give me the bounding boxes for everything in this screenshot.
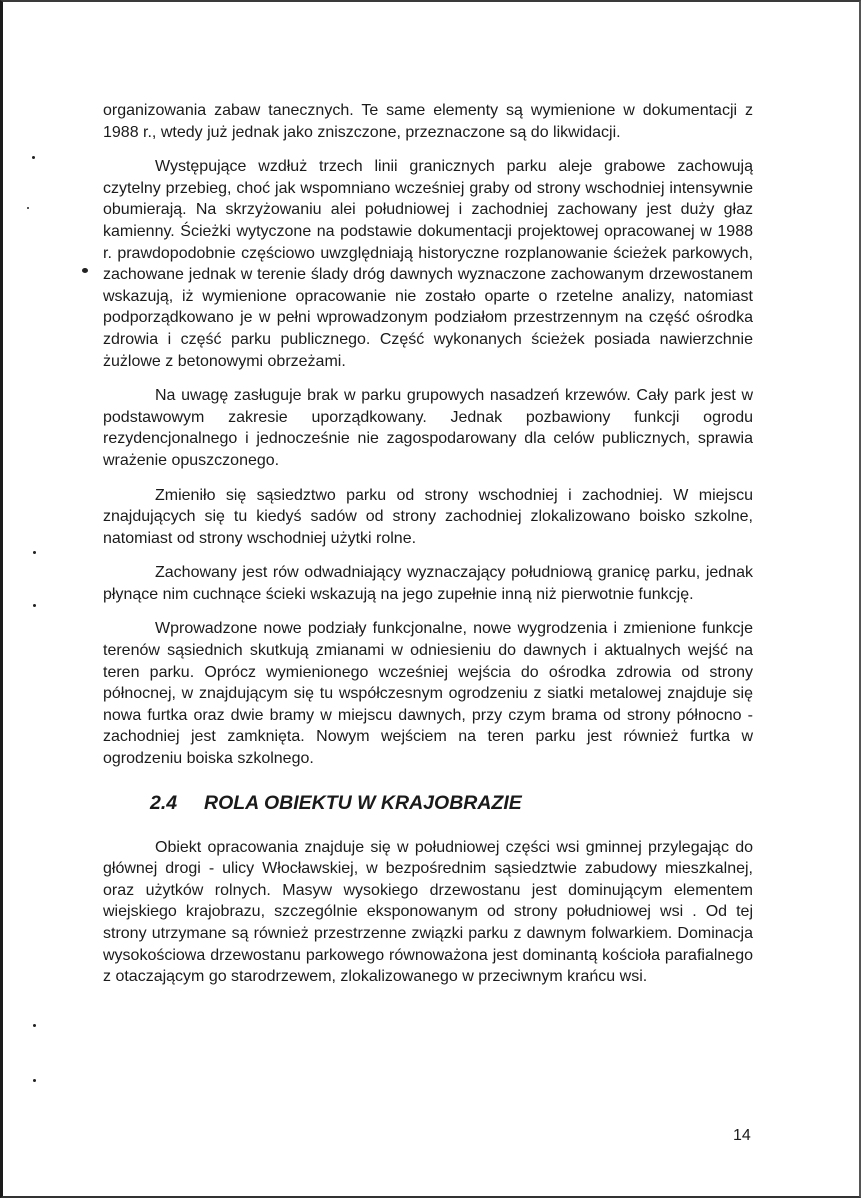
scan-mark <box>32 156 35 159</box>
paragraph: Zmieniło się sąsiedztwo parku od strony wschodniej i zachodniej. W miejscu znajdujących się tu kiedyś sadów od strony zachodniej zlokalizowano boisko szkolne, natomiast od strony wschodniej użytki rolne. <box>103 486 753 547</box>
paragraph: Występujące wzdłuż trzech linii granicznych parku aleje grabowe zachowują czytelny przebieg, choć jak wspomniano wcześniej graby od strony wschodniej intensywnie obumierają. Na skrzyżowaniu alei południowej i zachodniej zachowany jest duży głaz kamienny. Ścieżki wytyczone na podstawie dokumentacji projektowej opracowanej w 1988 r. prawdopodobnie częściowo uwzględniają historyczne rozplanowanie ścieżek parkowych, zachowane jednak w terenie ślady dróg dawnych wyznaczone zachowanym drzewostanem wskazują, iż wymienione opracowanie nie zostało oparte o rzetelne analizy, natomiast podporządkowano je w pełni wprowadzonym podziałom przestrzennym na część ośrodka zdrowia i część parku publicznego. Część wykonanych ścieżek posiada nawierzchnie żużlowe z betonowymi obrzeżami. <box>103 158 753 370</box>
section-heading <box>103 792 753 815</box>
paragraph: organizowania zabaw tanecznych. Te same elementy są wymienione w dokumentacji z 1988 r., wtedy już jednak jako zniszczone, przeznaczone są do likwidacji. <box>103 102 753 141</box>
paragraph: Wprowadzone nowe podziały funkcjonalne, nowe wygrodzenia i zmienione funkcje terenów sąsiednich skutkują zmianami w odniesieniu do dawnych i aktualnych wejść na teren parku. Oprócz wymienionego wcześniej wejścia do ośrodka zdrowia od strony północnej, w znajdującym się tu współczesnym ogrodzeniu z siatki metalowej znajduje się nowa furtka oraz dwie bramy w miejscu dawnych, przy czym brama od strony północno - zachodniej jest zamknięta. Nowym wejściem na teren parku jest również furtka w ogrodzeniu boiska szkolnego. <box>103 620 753 768</box>
document-body <box>103 100 753 988</box>
page-number: 14 <box>733 1127 751 1144</box>
paragraph: Na uwagę zasługuje brak w parku grupowych nasadzeń krzewów. Cały park jest w podstawowym zakresie uporządkowany. Jednak pozbawiony funkcji ogrodu rezydencjonalnego i jednocześnie nie zagospodarowany dla celów publicznych, sprawia wrażenie opuszczonego. <box>103 387 753 469</box>
scan-mark <box>82 268 88 273</box>
scan-mark <box>33 1024 36 1027</box>
section-title: ROLA OBIEKTU W KRAJOBRAZIE <box>204 791 522 814</box>
section-number: 2.4 <box>150 791 178 814</box>
scan-mark <box>27 207 29 209</box>
scan-mark <box>33 1079 36 1082</box>
paragraph: Obiekt opracowania znajduje się w południowej części wsi gminnej przylegając do głównej drogi - ulicy Włocławskiej, w bezpośrednim sąsiedztwie zabudowy mieszkalnej, oraz użytków rolnych. Masyw wysokiego drzewostanu jest dominującym elementem wiejskiego krajobrazu, szczególnie eksponowanym od strony południowej wsi . Od tej strony utrzymane są również przestrzenne związki parku z dawnym folwarkiem. Dominacja wysokościowa drzewostanu parkowego równoważona jest dominantą kościoła parafialnego z otaczającym go starodrzewem, zlokalizowanego w przeciwnym krańcu wsi. <box>103 838 753 986</box>
paragraph: Zachowany jest rów odwadniający wyznaczający południową granicę parku, jednak płynące nim cuchnące ścieki wskazują na jego zupełnie inną niż pierwotnie funkcję. <box>103 564 753 603</box>
scan-mark <box>33 551 36 554</box>
scan-mark <box>33 604 36 607</box>
